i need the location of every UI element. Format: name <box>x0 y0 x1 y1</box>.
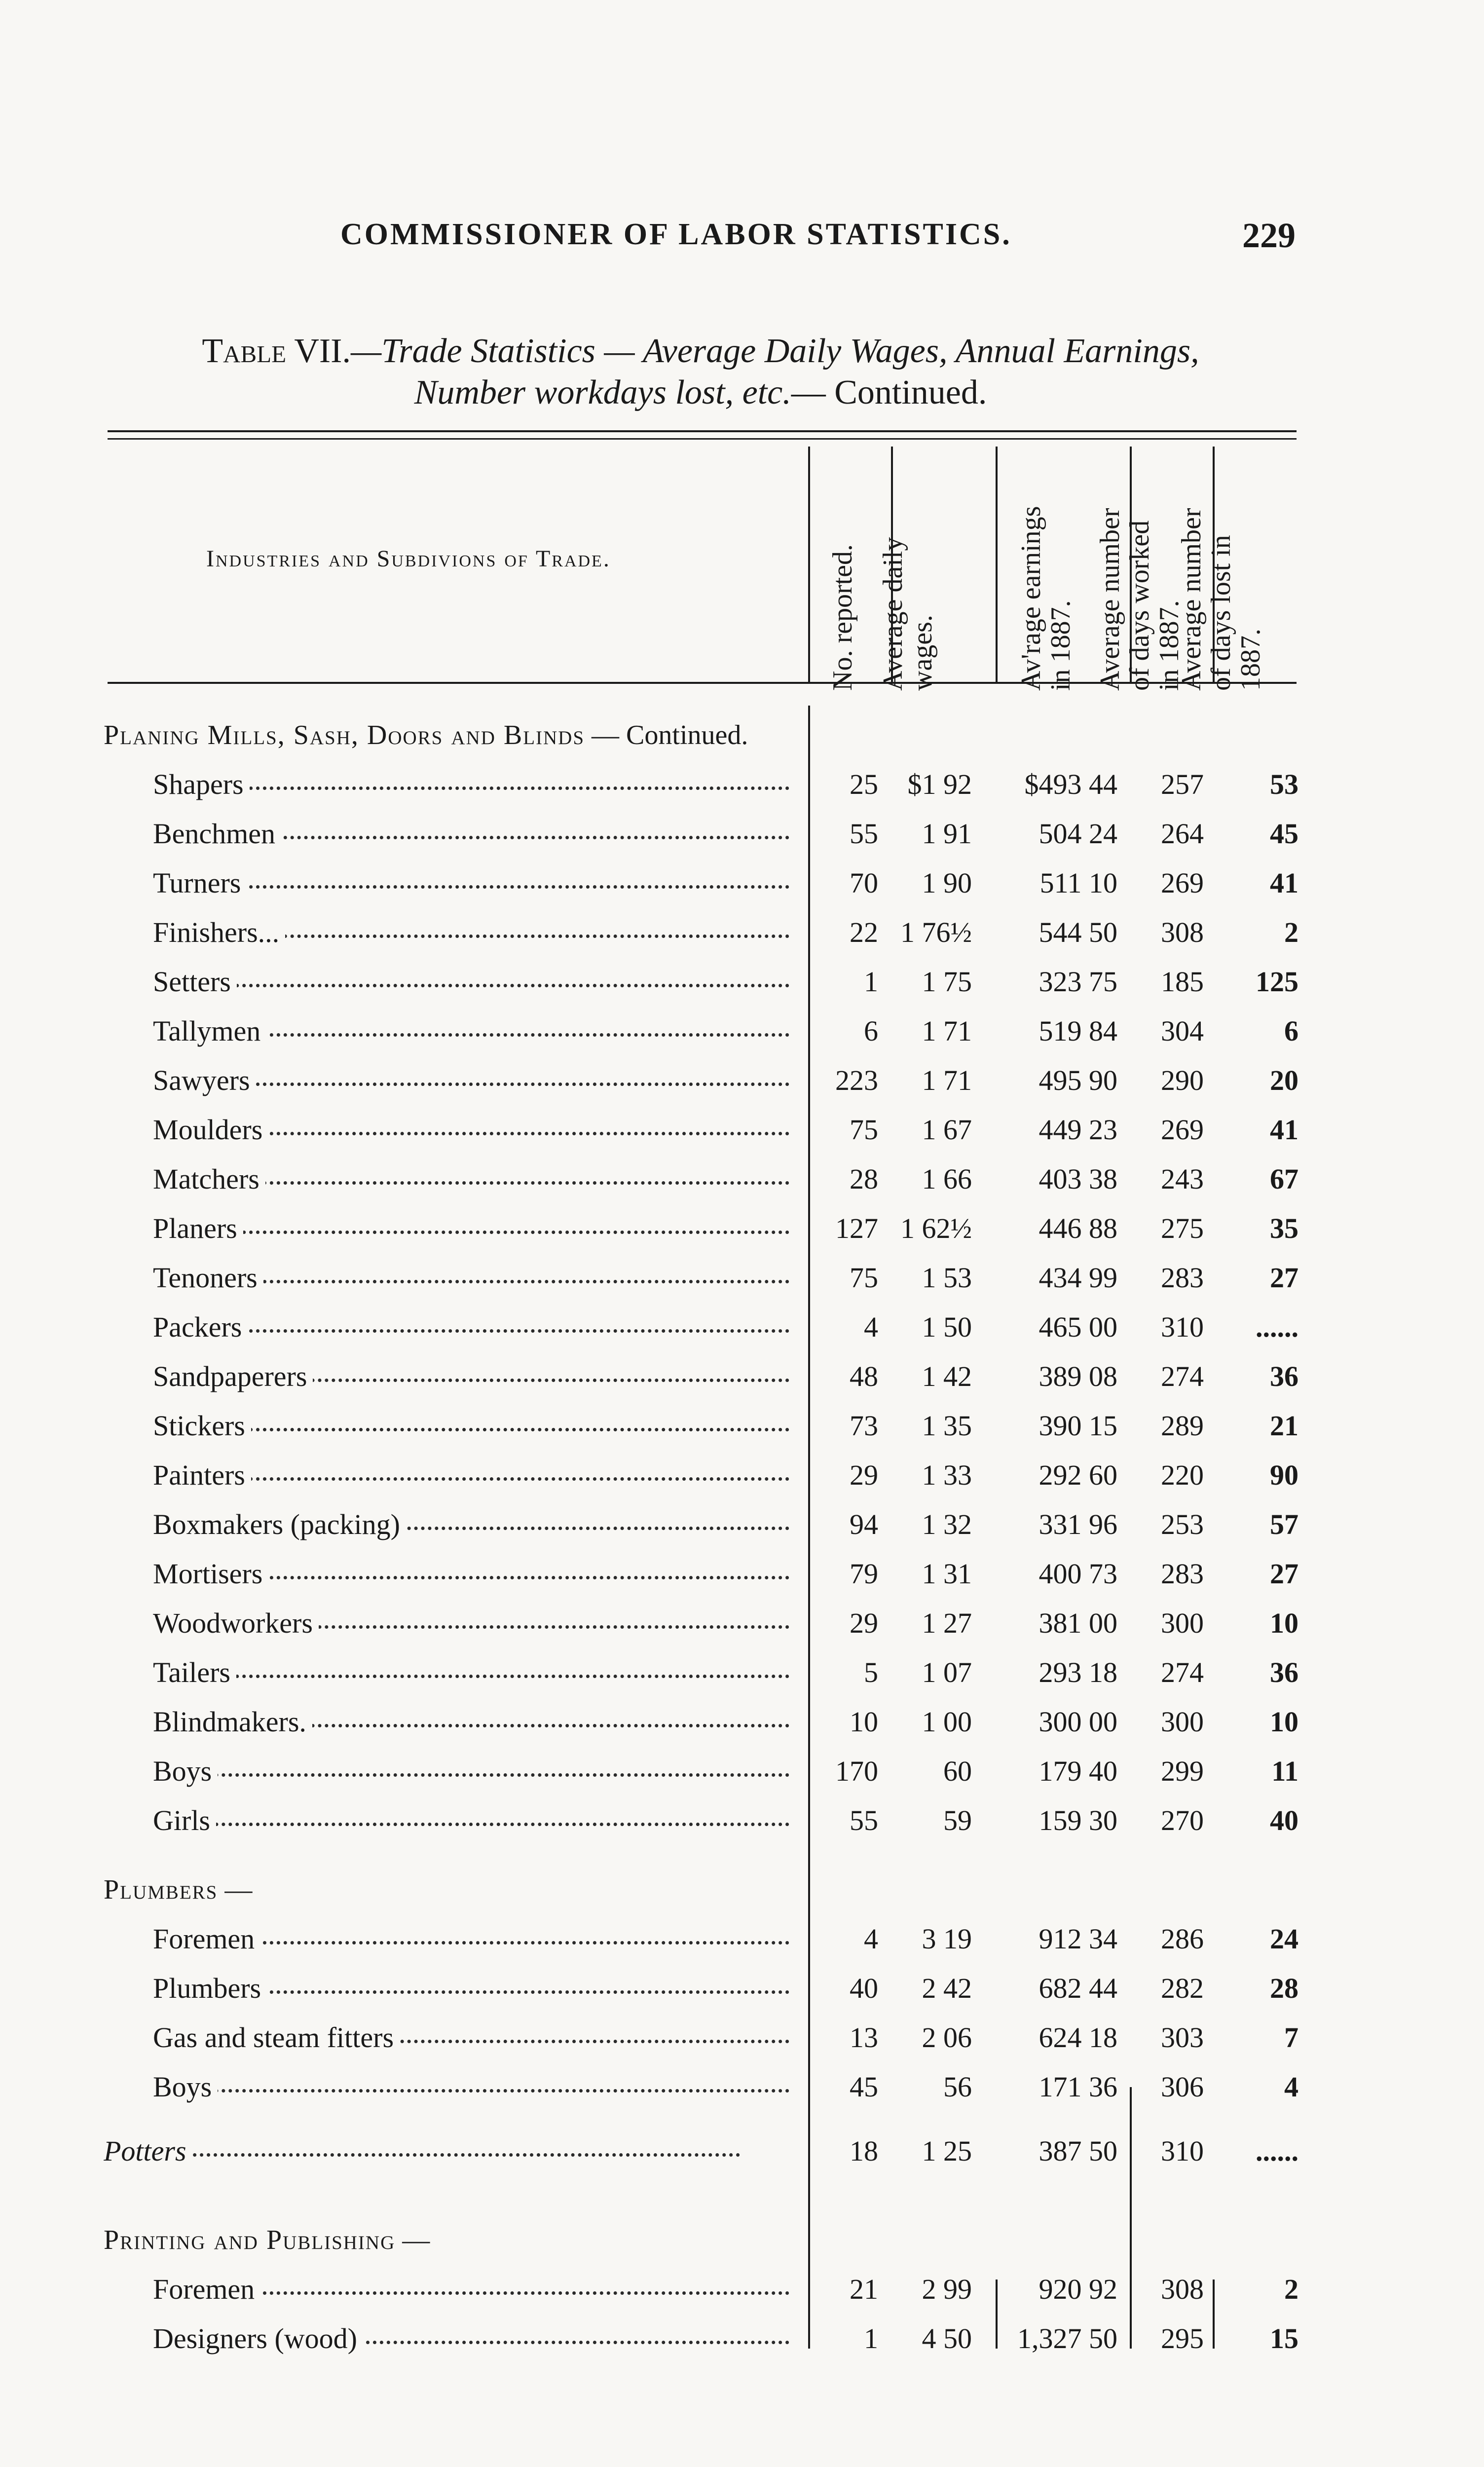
row-label <box>153 760 794 809</box>
cell-no-reported: 29 <box>850 1607 878 1639</box>
cell-no-reported: 4 <box>864 1923 878 1955</box>
section-heading-text: Printing and Publishing <box>104 2225 396 2255</box>
header-days-worked: Average number of days worked in 1887. <box>1095 508 1185 691</box>
cell-earnings: 544 50 <box>1039 916 1117 948</box>
row-label <box>153 1796 794 1845</box>
leader-dots <box>153 2089 789 2093</box>
table-row <box>0 1914 1484 1964</box>
cell-earnings: 504 24 <box>1039 818 1117 850</box>
cell-no-reported: 28 <box>850 1163 878 1195</box>
cell-daily-wage: 1 32 <box>922 1508 972 1540</box>
cell-days-lost: 27 <box>1270 1262 1298 1294</box>
cell-daily-wage: 1 76½ <box>900 916 972 948</box>
cell-daily-wage: 1 27 <box>922 1607 972 1639</box>
cell-days-worked: 286 <box>1161 1923 1204 1955</box>
cell-no-reported: 127 <box>835 1212 878 1244</box>
cell-days-worked: 290 <box>1161 1064 1204 1096</box>
row-label-text: Benchmen <box>153 818 281 850</box>
cell-earnings: 292 60 <box>1039 1459 1117 1491</box>
cell-earnings: 434 99 <box>1039 1262 1117 1294</box>
row-label <box>153 1549 794 1599</box>
cell-daily-wage: 1 35 <box>922 1410 972 1442</box>
cell-earnings: 519 84 <box>1039 1015 1117 1047</box>
cell-days-lost: 10 <box>1270 1607 1298 1639</box>
cell-days-lost: 21 <box>1270 1410 1298 1442</box>
row-label-text: Finishers... <box>153 916 285 948</box>
cell-days-lost: 24 <box>1270 1923 1298 1955</box>
section-heading-tail: — Continued. <box>585 720 748 750</box>
cell-days-lost: 4 <box>1284 2071 1298 2103</box>
cell-earnings: 682 44 <box>1039 1972 1117 2004</box>
cell-days-worked: 269 <box>1161 1114 1204 1146</box>
row-label-text: Foremen <box>153 2273 260 2305</box>
cell-days-lost: ...... <box>1256 2135 1298 2167</box>
section-heading-text: Planing Mills, Sash, Doors and Blinds <box>104 720 585 750</box>
section-heading <box>104 1865 252 1914</box>
table-row <box>0 1599 1484 1648</box>
cell-days-worked: 289 <box>1161 1410 1204 1442</box>
cell-daily-wage: 1 42 <box>922 1360 972 1392</box>
cell-days-lost: 11 <box>1271 1755 1298 1787</box>
cell-no-reported: 94 <box>850 1508 878 1540</box>
table-row <box>0 908 1484 957</box>
cell-earnings: 387 50 <box>1039 2135 1117 2167</box>
cell-daily-wage: 1 07 <box>922 1656 972 1688</box>
section-heading-tail: — <box>218 1874 253 1905</box>
table-row <box>0 1648 1484 1697</box>
row-label <box>153 1105 794 1155</box>
row-label-text: Tenoners <box>153 1262 263 1294</box>
table-row <box>0 1204 1484 1253</box>
cell-daily-wage: 56 <box>943 2071 972 2103</box>
row-label-text: Moulders <box>153 1114 268 1146</box>
cell-earnings: 400 73 <box>1039 1558 1117 1590</box>
cell-daily-wage: 1 62½ <box>900 1212 972 1244</box>
cell-earnings: 331 96 <box>1039 1508 1117 1540</box>
cell-daily-wage: 1 66 <box>922 1163 972 1195</box>
row-label-text: Packers <box>153 1311 248 1343</box>
row-label-text: Gas and steam fitters <box>153 2021 400 2054</box>
table-row <box>0 2314 1484 2363</box>
cell-days-worked: 304 <box>1161 1015 1204 1047</box>
col-separator <box>996 447 998 683</box>
table-row <box>0 2062 1484 2112</box>
table-row <box>0 1747 1484 1796</box>
cell-days-worked: 295 <box>1161 2322 1204 2355</box>
cell-no-reported: 73 <box>850 1410 878 1442</box>
cell-earnings: 403 38 <box>1039 1163 1117 1195</box>
cell-no-reported: 21 <box>850 2273 878 2305</box>
cell-no-reported: 55 <box>850 818 878 850</box>
row-label-text: Painters <box>153 1459 251 1491</box>
cell-earnings: 390 15 <box>1039 1410 1117 1442</box>
section-heading-tail: — <box>395 2225 430 2255</box>
cell-no-reported: 1 <box>864 966 878 998</box>
cell-earnings: 171 36 <box>1039 2071 1117 2103</box>
leader-dots <box>153 1675 789 1678</box>
cell-earnings: 381 00 <box>1039 1607 1117 1639</box>
cell-daily-wage: 1 75 <box>922 966 972 998</box>
cell-daily-wage: 3 19 <box>922 1923 972 1955</box>
cell-daily-wage: 1 00 <box>922 1706 972 1738</box>
row-label-text: Tailers <box>153 1656 236 1688</box>
table-row <box>0 809 1484 859</box>
running-head: COMMISSIONER OF LABOR STATISTICS. <box>340 218 1012 251</box>
top-rule-thin <box>108 438 1297 440</box>
cell-daily-wage: 2 06 <box>922 2021 972 2054</box>
cell-no-reported: 6 <box>864 1015 878 1047</box>
top-rule <box>108 430 1297 432</box>
table-row <box>0 957 1484 1007</box>
cell-days-lost: 53 <box>1270 768 1298 800</box>
row-label <box>153 1401 794 1451</box>
row-label-text: Boys <box>153 1755 218 1787</box>
row-label-text: Sandpaperers <box>153 1360 313 1392</box>
cell-no-reported: 25 <box>850 768 878 800</box>
table-title-line1: —Trade Statistics — Average Daily Wages, Annual Earnings, <box>351 332 1199 370</box>
cell-no-reported: 223 <box>835 1064 878 1096</box>
cell-no-reported: 18 <box>850 2135 878 2167</box>
row-label <box>153 957 794 1007</box>
cell-days-worked: 283 <box>1161 1558 1204 1590</box>
cell-no-reported: 1 <box>864 2322 878 2355</box>
row-label <box>153 1451 794 1500</box>
cell-days-worked: 282 <box>1161 1972 1204 2004</box>
leader-dots <box>153 1773 789 1777</box>
row-label-text: Mortisers <box>153 1558 268 1590</box>
section-heading <box>104 2215 430 2265</box>
cell-daily-wage: 1 91 <box>922 818 972 850</box>
row-label-text: Boys <box>153 2071 218 2103</box>
row-label-text: Setters <box>153 966 237 998</box>
cell-days-worked: 310 <box>1161 2135 1204 2167</box>
cell-days-worked: 264 <box>1161 818 1204 850</box>
cell-no-reported: 75 <box>850 1262 878 1294</box>
table-row <box>0 1007 1484 1056</box>
cell-days-worked: 270 <box>1161 1804 1204 1836</box>
table-row <box>0 1796 1484 1845</box>
cell-days-lost: 28 <box>1270 1972 1298 2004</box>
table-row <box>0 1253 1484 1303</box>
cell-earnings: 389 08 <box>1039 1360 1117 1392</box>
cell-days-lost: 90 <box>1270 1459 1298 1491</box>
row-label-text: Shapers <box>153 768 250 800</box>
cell-days-lost: 40 <box>1270 1804 1298 1836</box>
row-label <box>153 2265 794 2314</box>
cell-daily-wage: 1 53 <box>922 1262 972 1294</box>
cell-no-reported: 45 <box>850 2071 878 2103</box>
row-label <box>153 1964 794 2013</box>
cell-days-lost: 27 <box>1270 1558 1298 1590</box>
table-row <box>0 1352 1484 1401</box>
cell-earnings: 912 34 <box>1039 1923 1117 1955</box>
row-label <box>153 1697 794 1747</box>
cell-no-reported: 13 <box>850 2021 878 2054</box>
cell-daily-wage: $1 92 <box>907 768 972 800</box>
table-row <box>0 859 1484 908</box>
cell-days-lost: 10 <box>1270 1706 1298 1738</box>
table-row <box>0 1500 1484 1549</box>
row-label <box>153 1253 794 1303</box>
table-row <box>0 1451 1484 1500</box>
cell-daily-wage: 2 42 <box>922 1972 972 2004</box>
col-separator <box>808 447 810 683</box>
cell-no-reported: 75 <box>850 1114 878 1146</box>
table-row <box>0 1401 1484 1451</box>
cell-daily-wage: 1 90 <box>922 867 972 899</box>
row-label-text: Planers <box>153 1212 243 1244</box>
row-label-text: Tallymen <box>153 1015 266 1047</box>
row-label <box>153 1914 794 1964</box>
leader-dots <box>153 885 789 889</box>
cell-earnings: 624 18 <box>1039 2021 1117 2054</box>
cell-days-lost: 2 <box>1284 2273 1298 2305</box>
row-label-text: Boxmakers (packing) <box>153 1508 406 1540</box>
cell-days-lost: 125 <box>1256 966 1298 998</box>
cell-days-worked: 274 <box>1161 1360 1204 1392</box>
header-no-reported: No. reported. <box>827 544 858 691</box>
page-number: 229 <box>1242 216 1296 255</box>
row-label-text: Plumbers <box>153 1972 267 2004</box>
row-label <box>153 1056 794 1105</box>
row-label-text: Foremen <box>153 1923 260 1955</box>
row-label <box>153 1648 794 1697</box>
row-label <box>153 809 794 859</box>
cell-days-lost: 35 <box>1270 1212 1298 1244</box>
cell-days-lost: 2 <box>1284 916 1298 948</box>
row-label <box>153 1500 794 1549</box>
row-label <box>153 908 794 957</box>
cell-earnings: 300 00 <box>1039 1706 1117 1738</box>
header-daily-wages: Average daily wages. <box>878 537 938 691</box>
cell-days-lost: 20 <box>1270 1064 1298 1096</box>
cell-no-reported: 70 <box>850 867 878 899</box>
cell-days-worked: 308 <box>1161 916 1204 948</box>
cell-days-lost: 67 <box>1270 1163 1298 1195</box>
table-row <box>0 1155 1484 1204</box>
cell-earnings: 495 90 <box>1039 1064 1117 1096</box>
table-number: Table VII. <box>202 332 351 370</box>
cell-earnings: 1,327 50 <box>1017 2322 1117 2355</box>
cell-daily-wage: 1 67 <box>922 1114 972 1146</box>
cell-days-lost: ...... <box>1256 1311 1298 1343</box>
table-row <box>0 1964 1484 2013</box>
cell-daily-wage: 2 99 <box>922 2273 972 2305</box>
cell-daily-wage: 59 <box>943 1804 972 1836</box>
row-label-text: Turners <box>153 867 247 899</box>
stub-column-header: Industries and Subdivions of Trade. <box>206 546 611 572</box>
cell-days-worked: 310 <box>1161 1311 1204 1343</box>
cell-days-worked: 274 <box>1161 1656 1204 1688</box>
leader-dots <box>153 984 789 987</box>
row-label-text: Potters <box>104 2135 192 2167</box>
row-label-text: Stickers <box>153 1410 251 1442</box>
row-label-text: Designers (wood) <box>153 2322 363 2355</box>
table-row <box>0 2127 1484 2176</box>
section-heading-text: Plumbers <box>104 1874 218 1905</box>
cell-no-reported: 29 <box>850 1459 878 1491</box>
row-label <box>153 1352 794 1401</box>
cell-daily-wage: 1 31 <box>922 1558 972 1590</box>
leader-dots <box>153 1823 789 1826</box>
cell-days-worked: 306 <box>1161 2071 1204 2103</box>
cell-earnings: 323 75 <box>1039 966 1117 998</box>
cell-daily-wage: 1 50 <box>922 1311 972 1343</box>
cell-days-lost: 36 <box>1270 1360 1298 1392</box>
header-rule <box>108 682 808 684</box>
table-row <box>0 1056 1484 1105</box>
cell-days-lost: 15 <box>1270 2322 1298 2355</box>
cell-days-worked: 243 <box>1161 1163 1204 1195</box>
cell-days-lost: 57 <box>1270 1508 1298 1540</box>
cell-earnings: 293 18 <box>1039 1656 1117 1688</box>
cell-days-worked: 299 <box>1161 1755 1204 1787</box>
cell-days-worked: 253 <box>1161 1508 1204 1540</box>
cell-days-worked: 303 <box>1161 2021 1204 2054</box>
row-label <box>153 1204 794 1253</box>
cell-no-reported: 22 <box>850 916 878 948</box>
table-title-line2: Number workdays lost, etc. <box>414 374 791 411</box>
cell-days-lost: 36 <box>1270 1656 1298 1688</box>
table-row <box>0 1105 1484 1155</box>
cell-days-lost: 41 <box>1270 867 1298 899</box>
leader-dots <box>153 1231 789 1234</box>
row-label-text: Sawyers <box>153 1064 256 1096</box>
row-label <box>153 859 794 908</box>
cell-daily-wage: 1 33 <box>922 1459 972 1491</box>
cell-no-reported: 4 <box>864 1311 878 1343</box>
cell-days-lost: 6 <box>1284 1015 1298 1047</box>
row-label <box>153 1747 794 1796</box>
cell-no-reported: 170 <box>835 1755 878 1787</box>
cell-days-worked: 257 <box>1161 768 1204 800</box>
row-label-text: Woodworkers <box>153 1607 319 1639</box>
cell-earnings: $493 44 <box>1024 768 1117 800</box>
cell-days-worked: 283 <box>1161 1262 1204 1294</box>
cell-daily-wage: 1 71 <box>922 1015 972 1047</box>
row-label <box>153 2314 794 2363</box>
cell-days-lost: 7 <box>1284 2021 1298 2054</box>
table-row <box>0 760 1484 809</box>
row-label-text: Matchers <box>153 1163 265 1195</box>
table-title-continued: — Continued. <box>791 374 987 411</box>
cell-days-lost: 45 <box>1270 818 1298 850</box>
cell-no-reported: 55 <box>850 1804 878 1836</box>
table-title <box>104 331 1298 413</box>
cell-daily-wage: 60 <box>943 1755 972 1787</box>
row-label <box>153 1007 794 1056</box>
cell-days-worked: 308 <box>1161 2273 1204 2305</box>
row-label <box>153 2062 794 2112</box>
cell-days-worked: 185 <box>1161 966 1204 998</box>
cell-days-worked: 220 <box>1161 1459 1204 1491</box>
cell-earnings: 511 10 <box>1039 867 1117 899</box>
row-label <box>104 2127 745 2176</box>
cell-daily-wage: 1 25 <box>922 2135 972 2167</box>
cell-no-reported: 10 <box>850 1706 878 1738</box>
cell-earnings: 179 40 <box>1039 1755 1117 1787</box>
section-heading <box>104 710 748 760</box>
table-row <box>0 2265 1484 2314</box>
cell-earnings: 920 92 <box>1039 2273 1117 2305</box>
row-label <box>153 2013 794 2062</box>
cell-days-worked: 300 <box>1161 1607 1204 1639</box>
table-row <box>0 1549 1484 1599</box>
table-row <box>0 1303 1484 1352</box>
row-label <box>153 1155 794 1204</box>
cell-days-lost: 41 <box>1270 1114 1298 1146</box>
cell-no-reported: 40 <box>850 1972 878 2004</box>
cell-daily-wage: 1 71 <box>922 1064 972 1096</box>
cell-no-reported: 5 <box>864 1656 878 1688</box>
table-row <box>0 1697 1484 1747</box>
cell-days-worked: 300 <box>1161 1706 1204 1738</box>
cell-days-worked: 269 <box>1161 867 1204 899</box>
cell-no-reported: 79 <box>850 1558 878 1590</box>
cell-earnings: 465 00 <box>1039 1311 1117 1343</box>
cell-earnings: 159 30 <box>1039 1804 1117 1836</box>
cell-earnings: 449 23 <box>1039 1114 1117 1146</box>
table-row <box>0 2013 1484 2062</box>
header-days-lost: Average number of days lost in 1887. <box>1176 508 1266 691</box>
leader-dots <box>104 2153 740 2157</box>
header-earnings: Av'rage earnings in 1887. <box>1016 506 1076 691</box>
row-label <box>153 1303 794 1352</box>
row-label-text: Girls <box>153 1804 216 1836</box>
row-label-text: Blindmakers. <box>153 1706 312 1738</box>
cell-no-reported: 48 <box>850 1360 878 1392</box>
leader-dots <box>153 1329 789 1333</box>
cell-days-worked: 275 <box>1161 1212 1204 1244</box>
cell-daily-wage: 4 50 <box>922 2322 972 2355</box>
row-label <box>153 1599 794 1648</box>
cell-earnings: 446 88 <box>1039 1212 1117 1244</box>
